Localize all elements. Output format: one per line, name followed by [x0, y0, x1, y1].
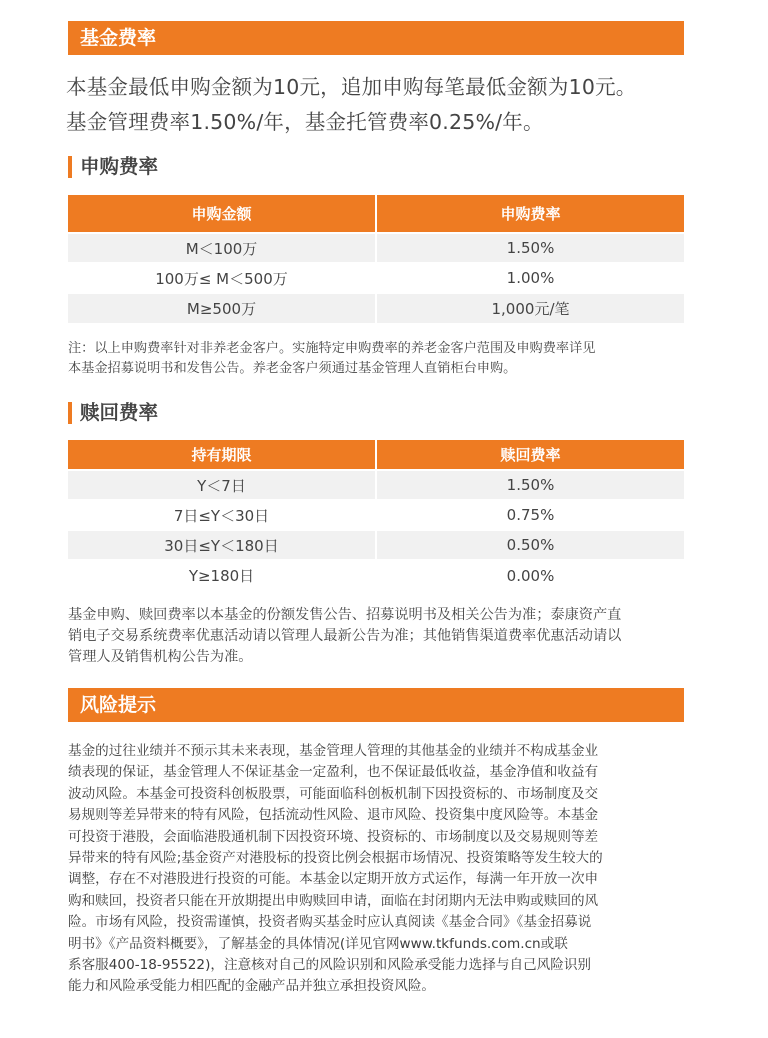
- risk-line: 异带来的特有风险;基金资产对港股标的投资比例会根据市场情况、投资策略等发生较大的: [68, 850, 603, 867]
- table-cell: 1.00%: [376, 263, 684, 293]
- column-header: 申购费率: [376, 195, 684, 233]
- table-cell: Y＜7日: [68, 470, 376, 500]
- table-row: [68, 233, 684, 263]
- table-cell: 1.50%: [376, 470, 684, 500]
- table-cell: 7日≤Y＜30日: [68, 500, 376, 530]
- column-header: 持有期限: [68, 440, 376, 470]
- risk-line: 可投资于港股，会面临港股通机制下因投资环境、投资标的、市场制度以及交易规则等差: [68, 828, 599, 845]
- fee-section-title: 基金费率: [68, 21, 684, 55]
- redemption-heading: 赎回费率: [68, 400, 158, 426]
- note-line: 注：以上申购费率针对非养老金客户。实施特定申购费率的养老金客户范围及申购费率详见: [68, 341, 596, 356]
- risk-line: 易规则等差异带来的特有风险，包括流动性风险、退市风险、投资集中度风险等。本基金: [68, 807, 599, 824]
- intro-line-2: 基金管理费率1.50%/年，基金托管费率0.25%/年。: [66, 110, 544, 134]
- risk-section-title: 风险提示: [68, 688, 684, 722]
- subscription-heading: 申购费率: [68, 154, 158, 180]
- risk-line: 系客服400-18-95522)，注意核对自己的风险识别和风险承受能力选择与自己风险识别: [68, 957, 592, 974]
- subscription-fee-table: [68, 195, 684, 323]
- table-cell: 100万≤ M＜500万: [68, 263, 376, 293]
- risk-line: 险。市场有风险，投资需谨慎，投资者购买基金时应认真阅读《基金合同》《基金招募说: [68, 914, 592, 931]
- risk-line: 能力和风险承受能力相匹配的金融产品并独立承担投资风险。: [68, 978, 436, 995]
- subscription-note: [68, 339, 698, 378]
- table-row: [68, 500, 684, 530]
- table-row: [68, 293, 684, 323]
- risk-line: 基金的过往业绩并不预示其未来表现，基金管理人管理的其他基金的业绩并不构成基金业: [68, 743, 599, 759]
- column-header: 赎回费率: [376, 440, 684, 470]
- redemption-fee-table: [68, 440, 684, 590]
- table-row: [68, 560, 684, 590]
- column-header: 申购金额: [68, 195, 376, 233]
- risk-line: 波动风险。本基金可投资科创板股票，可能面临科创板机制下因投资标的、市场制度及交: [68, 785, 599, 802]
- table-cell: 1.50%: [376, 233, 684, 263]
- risk-line: 明书》《产品资料概要》，了解基金的具体情况(详见官网www.tkfunds.com.cn或联: [68, 935, 568, 952]
- intro-line-1: 本基金最低申购金额为10元，追加申购每笔最低金额为10元。: [66, 75, 637, 99]
- risk-disclosure: [68, 741, 698, 998]
- table-cell: M≥500万: [68, 293, 376, 323]
- table-cell: 0.75%: [376, 500, 684, 530]
- table-row: [68, 263, 684, 293]
- note-line: 销电子交易系统费率优惠活动请以管理人最新公告为准；其他销售渠道费率优惠活动请以: [68, 628, 622, 644]
- redemption-note: [68, 605, 698, 668]
- fund-intro: [66, 70, 706, 140]
- note-line: 基金申购、赎回费率以本基金的份额发售公告、招募说明书及相关公告为准；泰康资产直: [68, 607, 622, 623]
- table-cell: 30日≤Y＜180日: [68, 530, 376, 560]
- table-cell: 1,000元/笔: [376, 293, 684, 323]
- table-cell: M＜100万: [68, 233, 376, 263]
- risk-line: 绩表现的保证，基金管理人不保证基金一定盈利，也不保证最低收益，基金净值和收益有: [68, 764, 599, 781]
- table-row: [68, 470, 684, 500]
- note-line: 管理人及销售机构公告为准。: [68, 649, 253, 665]
- risk-line: 调整，存在不对港股进行投资的可能。本基金以定期开放方式运作，每满一年开放一次申: [68, 871, 599, 888]
- table-header-row: [68, 440, 684, 470]
- table-cell: 0.00%: [376, 560, 684, 590]
- risk-line: 购和赎回，投资者只能在开放期提出申购赎回申请，面临在封闭期内无法申购或赎回的风: [68, 892, 599, 909]
- note-line: 本基金招募说明书和发售公告。养老金客户须通过基金管理人直销柜台申购。: [68, 360, 517, 376]
- table-row: [68, 530, 684, 560]
- table-header-row: [68, 195, 684, 233]
- table-cell: Y≥180日: [68, 560, 376, 590]
- table-cell: 0.50%: [376, 530, 684, 560]
